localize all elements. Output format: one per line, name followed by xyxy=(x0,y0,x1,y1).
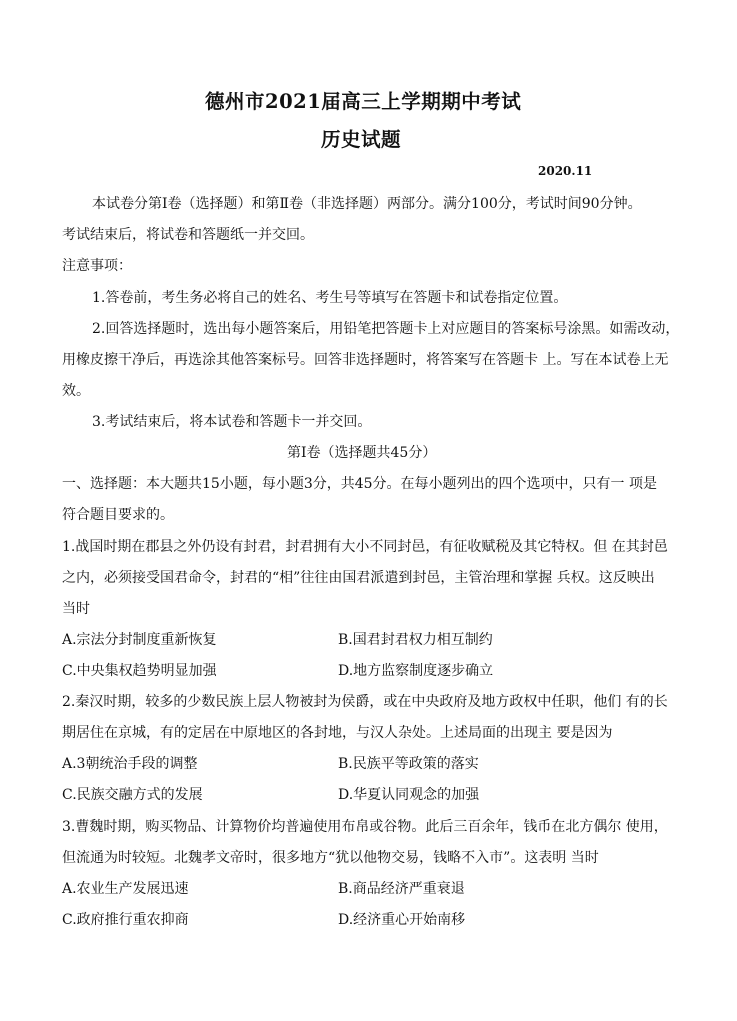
question-3-stem-line-1: 3.曹魏时期，购买物品、计算物价均普遍使用布帛或谷物。此后三百余年，钱币在北方偶尔 使用， xyxy=(62,819,668,835)
question-1-stem-line-1: 1.战国时期在郡县之外仍设有封君，封君拥有大小不同封邑，有征收赋税及其它特权。但 在其封邑 xyxy=(62,539,668,555)
note-item-1: 1.答卷前，考生务必将自己的姓名、考生号等填写在答题卡和试卷指定位置。 xyxy=(92,290,568,306)
question-1-option-a: A.宗法分封制度重新恢复 xyxy=(62,632,217,648)
question-2-option-b: B.民族平等政策的落实 xyxy=(338,756,479,772)
question-3-option-b: B.商品经济严重衰退 xyxy=(338,881,465,897)
question-2-stem-line-1: 2.秦汉时期，较多的少数民族上层人物被封为侯爵，或在中央政府及地方政权中任职，他们 有的长 xyxy=(62,694,668,710)
section-instructions-line-2: 符合题目要求的。 xyxy=(62,507,174,523)
question-3-stem-line-2: 但流通为时较短。北魏孝文帝时，很多地方“犹以他物交易，钱略不入市”。这表明 当时 xyxy=(62,850,599,866)
note-item-2-line-3: 效。 xyxy=(62,383,90,399)
note-item-3: 3.考试结束后，将本试卷和答题卡一并交回。 xyxy=(92,414,372,430)
question-3-option-d: D.经济重心开始南移 xyxy=(338,912,466,928)
question-1-option-d: D.地方监察制度逐步确立 xyxy=(338,663,494,679)
section-instructions-line-1: 一、选择题：本大题共15小题，每小题3分，共45分。在每小题列出的四个选项中，只有一 项是 xyxy=(62,476,657,492)
question-2-stem-line-2: 期居住在京城，有的定居在中原地区的各封地，与汉人杂处。上述局面的出现主 要是因为 xyxy=(62,725,613,741)
question-3-option-a: A.农业生产发展迅速 xyxy=(62,881,189,897)
section-heading: 第Ⅰ卷（选择题共45分） xyxy=(287,445,437,461)
exam-date: 2020.11 xyxy=(538,164,593,178)
intro-line-1: 本试卷分第Ⅰ卷（选择题）和第Ⅱ卷（非选择题）两部分。满分100分，考试时间90分钟。 xyxy=(92,196,642,212)
question-1-stem-line-2: 之内，必须接受国君命令，封君的“相”往往由国君派遣到封邑，主管治理和掌握 兵权。这反映出 xyxy=(62,570,655,586)
question-2-option-c: C.民族交融方式的发展 xyxy=(62,787,203,803)
question-1-option-b: B.国君封君权力相互制约 xyxy=(338,632,493,648)
question-1-option-c: C.中央集权趋势明显加强 xyxy=(62,663,217,679)
page-title: 德州市2021届高三上学期期中考试 xyxy=(205,90,522,113)
question-1-stem-line-3: 当时 xyxy=(62,601,90,617)
question-3-option-c: C.政府推行重农抑商 xyxy=(62,912,189,928)
page-subtitle: 历史试题 xyxy=(321,128,402,151)
question-2-option-d: D.华夏认同观念的加强 xyxy=(338,787,480,803)
notes-heading: 注意事项： xyxy=(62,258,132,274)
intro-line-2: 考试结束后，将试卷和答题纸一并交回。 xyxy=(62,227,314,243)
note-item-2-line-2: 用橡皮擦干净后，再选涂其他答案标号。回答非选择题时，将答案写在答题卡 上。写在本试卷上无 xyxy=(62,352,669,368)
question-2-option-a: A.3朝统治手段的调整 xyxy=(62,756,198,772)
note-item-2-line-1: 2.回答选择题时，选出每小题答案后，用铅笔把答题卡上对应题目的答案标号涂黑。如需改动， xyxy=(92,321,680,337)
